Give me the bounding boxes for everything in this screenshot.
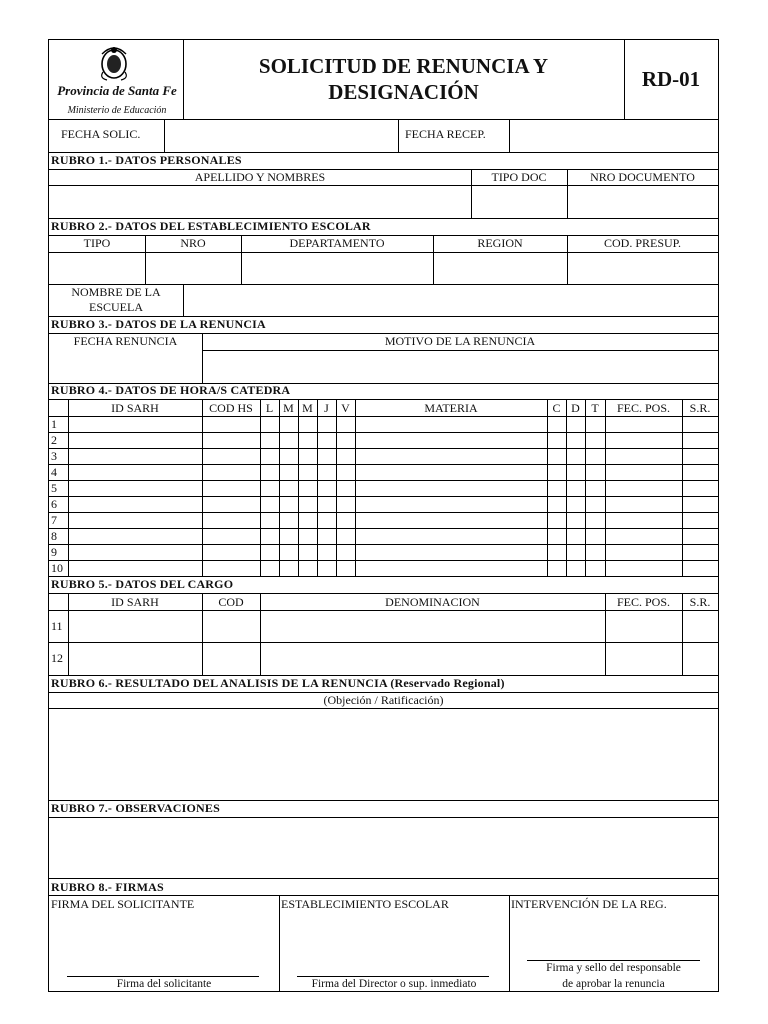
col-fecha-renuncia: FECHA RENUNCIA [73, 334, 178, 348]
fecha-recep-field[interactable] [510, 120, 718, 151]
coat-of-arms-icon [97, 44, 131, 82]
col-denominacion: DENOMINACION [385, 595, 480, 609]
row-number: 9 [51, 545, 57, 559]
hora-catedra-row[interactable] [69, 481, 718, 496]
col-d: D [571, 401, 580, 415]
col-cod-hs: COD HS [209, 401, 253, 415]
motivo-renuncia-field[interactable] [203, 351, 718, 383]
row-number: 6 [51, 497, 57, 511]
hora-catedra-row[interactable] [69, 433, 718, 448]
col-nro: NRO [180, 236, 206, 250]
firma-director-area[interactable] [280, 913, 509, 975]
cargo-row[interactable] [69, 643, 718, 675]
col-sr: S.R. [689, 401, 711, 415]
rubro3-title: RUBRO 3.- DATOS DE LA RENUNCIA [51, 317, 266, 331]
rubro5-title: RUBRO 5.- DATOS DEL CARGO [51, 577, 234, 591]
rubro6-title: RUBRO 6.- RESULTADO DEL ANALISIS DE LA RENUNCIA (Reservado Regional) [51, 676, 505, 690]
row-number: 12 [51, 651, 63, 665]
fecha-solic-field[interactable] [165, 120, 397, 151]
rubro4-title: RUBRO 4.- DATOS DE HORA/S CATEDRA [51, 383, 291, 397]
firma-regional-caption-2: de aprobar la renuncia [562, 978, 665, 990]
col-fec-pos: FEC. POS. [616, 401, 671, 415]
hora-catedra-row[interactable] [69, 497, 718, 512]
col-c: C [552, 401, 561, 415]
form-code: RD-01 [641, 67, 701, 91]
establecimiento-header: ESTABLECIMIENTO ESCOLAR [281, 897, 449, 911]
hora-catedra-row[interactable] [69, 513, 718, 528]
firma-solicitante-caption: Firma del solicitante [116, 978, 212, 990]
nro-documento-field[interactable] [568, 186, 718, 218]
rubro6-subtitle: (Objeción / Ratificación) [323, 693, 444, 707]
firma-director-caption: Firma del Director o sup. inmediato [311, 978, 477, 990]
col-m2: M [302, 401, 313, 415]
form-sheet [48, 39, 719, 992]
observaciones-field[interactable] [49, 818, 718, 878]
intervencion-header: INTERVENCIÓN DE LA REG. [511, 897, 667, 911]
col-sr-cargo: S.R. [689, 595, 711, 609]
form-title-line1: SOLICITUD DE RENUNCIA Y [258, 54, 549, 78]
resultado-analisis-field[interactable] [49, 709, 718, 800]
form-title-line2: DESIGNACIÓN [328, 80, 479, 104]
row-number: 10 [51, 561, 63, 575]
hora-catedra-row[interactable] [69, 465, 718, 480]
hora-catedra-row[interactable] [69, 561, 718, 576]
rubro8-title: RUBRO 8.- FIRMAS [51, 880, 164, 894]
col-cod-cargo: COD [218, 595, 244, 609]
tipo-field[interactable] [49, 253, 145, 284]
cod-presup-field[interactable] [568, 253, 718, 284]
col-m1: M [283, 401, 294, 415]
cargo-row[interactable] [69, 611, 718, 642]
nombre-escuela-label-1: NOMBRE DE LA [71, 285, 161, 299]
firma-regional-caption-1: Firma y sello del responsable [546, 962, 681, 974]
row-number: 3 [51, 449, 57, 463]
fecha-recep-label: FECHA RECEP. [405, 127, 486, 141]
fecha-solic-label: FECHA SOLIC. [61, 127, 141, 141]
row-number: 2 [51, 433, 57, 447]
col-fec-pos-cargo: FEC. POS. [616, 595, 671, 609]
col-nro-documento: NRO DOCUMENTO [590, 170, 695, 184]
row-number: 7 [51, 513, 57, 527]
tipo-doc-field[interactable] [472, 186, 567, 218]
hora-catedra-row[interactable] [69, 449, 718, 464]
row-number: 11 [51, 619, 63, 633]
row-number: 4 [51, 465, 57, 479]
firma-solicitante-header: FIRMA DEL SOLICITANTE [51, 897, 195, 911]
col-l: L [265, 401, 274, 415]
rubro2-title: RUBRO 2.- DATOS DEL ESTABLECIMIENTO ESCOLAR [51, 219, 371, 233]
departamento-field[interactable] [242, 253, 433, 284]
col-v: V [341, 401, 350, 415]
col-materia: MATERIA [424, 401, 478, 415]
col-id-sarh-cargo: ID SARH [111, 595, 159, 609]
hora-catedra-row[interactable] [69, 529, 718, 544]
col-tipo: TIPO [83, 236, 111, 250]
region-field[interactable] [434, 253, 567, 284]
fecha-renuncia-field[interactable] [49, 351, 202, 383]
col-region: REGION [477, 236, 523, 250]
hora-catedra-row[interactable] [69, 417, 718, 432]
col-apellido-nombres: APELLIDO Y NOMBRES [194, 170, 326, 184]
col-id-sarh: ID SARH [111, 401, 159, 415]
province-name: Provincia de Santa Fe [57, 83, 177, 98]
apellido-nombres-field[interactable] [49, 186, 471, 218]
row-number: 8 [51, 529, 57, 543]
nombre-escuela-field[interactable] [184, 285, 718, 316]
col-j: J [324, 401, 329, 415]
row-number: 1 [51, 417, 57, 431]
firma-regional-area[interactable] [510, 913, 718, 959]
col-departamento: DEPARTAMENTO [289, 236, 385, 250]
nombre-escuela-label-2: ESCUELA [89, 300, 143, 314]
rubro1-title: RUBRO 1.- DATOS PERSONALES [51, 153, 242, 167]
col-tipo-doc: TIPO DOC [491, 170, 547, 184]
ministry-name: Ministerio de Educación [67, 105, 167, 116]
firma-solicitante-area[interactable] [49, 913, 279, 975]
col-t: T [591, 401, 599, 415]
nro-field[interactable] [146, 253, 241, 284]
hora-catedra-row[interactable] [69, 545, 718, 560]
col-motivo-renuncia: MOTIVO DE LA RENUNCIA [384, 334, 536, 348]
row-number: 5 [51, 481, 57, 495]
rubro7-title: RUBRO 7.- OBSERVACIONES [51, 801, 220, 815]
col-cod-presup: COD. PRESUP. [603, 236, 682, 250]
